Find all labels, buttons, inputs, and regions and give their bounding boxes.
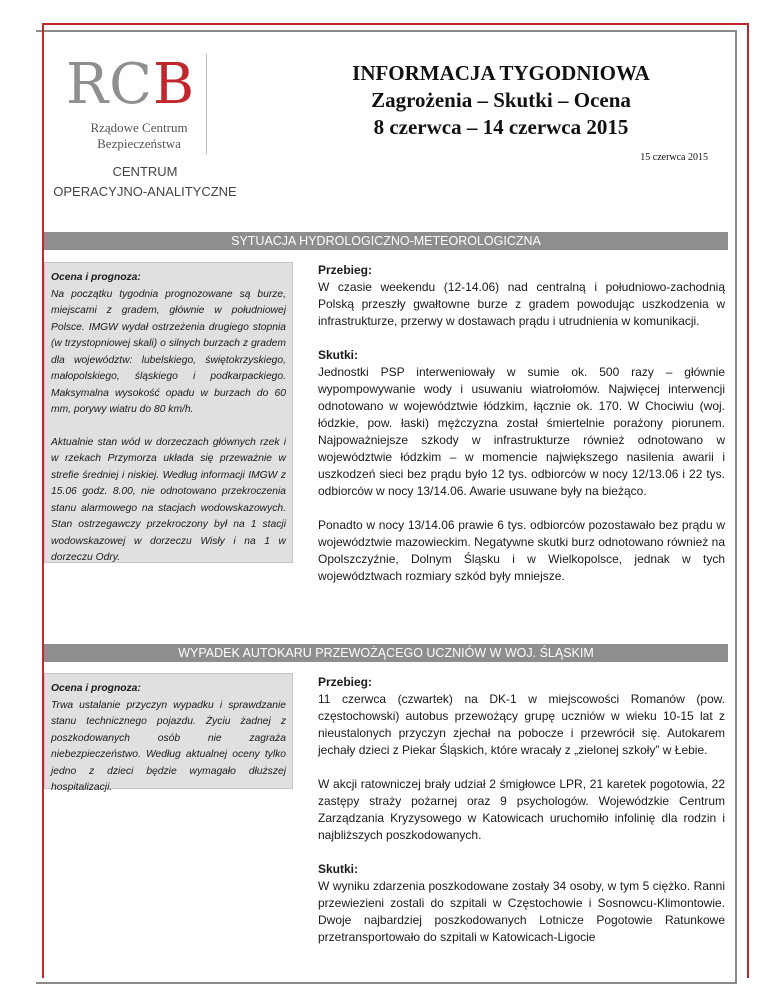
main-text-hydro: Przebieg: W czasie weekendu (12-14.06) nad centralną i południowo-zachodnią Polską przeszły gwałtowne burze z gradem powodując uszkodzenia w infrastrukturze, przerwy w dostawach prądu i utrudnienia w komunikacji. Skutki: Jednostki PSP interweniowały w sumie ok. 500 razy – głównie wypompowywanie wody i usuwaniu wiatrołomów. Najwięcej interwencji odnotowano w województwie łódzkim, łącznie ok. 170. W Chociwiu (woj. łódzkie, pow. łaski) mężczyzna został śmiertelnie porażony piorunem. Najpoważniejsze szkody w infrastrukturze również odnotowano w województwie łódzkim – w momencie największego nasilenia awarii i uszkodzeń sieci bez prądu było 12 tys. odbiorców w nocy 12/13.06 i 22 tys. odbiorców w nocy 13/14.06. Awarie usuwane były na bieżąco. Ponadto w nocy 13/14.06 prawie 6 tys. odbiorców pozostawało bez prądu w województwie mazowieckim. Negatywne skutki burz odnotowano również na Opolszczyźnie, Dolnym Śląsku i w Wielkopolsce, jednak w tych województwach rozmiary szkód były mniejsze. [318, 263, 725, 583]
rcb-logo [66, 54, 207, 154]
title-line-1: INFORMACJA TYGODNIOWA [352, 61, 650, 85]
logo-subtitle: Rządowe Centrum Bezpieczeństwa [90, 120, 188, 151]
department-name: CENTRUM OPERACYJNO-ANALITYCZNE [53, 164, 237, 199]
title-line-3: 8 czerwca – 14 czerwca 2015 [373, 115, 629, 139]
sidebar-assessment-hydro: Ocena i prognoza: Na początku tygodnia prognozowane są burze, miejscami z gradem, głównie w południowej Polsce. IMGW wydał ostrzeżenia drugiego stopnia (w trzystopniowej skali) o silnych burzach z gradem dla województw: lubelskiego, świętokrzyskiego, małopolskiego, śląskiego i podkarpackiego. Maksymalna wysokość opadu w burzach do 60 mm, porywy wiatru do 80 km/h. Aktualnie stan wód w dorzeczach głównych rzek i w rzekach Przymorza układa się przeważnie w strefie średniej i niskiej. Według informacji IMGW z 15.06 godz. 8.00, nie odnotowano przekroczenia stanu alarmowego na stacjach wodowskazowych. Stan ostrzegawczy przekroczony był na 1 stacji wodowskazowej w dorzeczu Wisły i na 1 w dorzeczu Odry. [44, 262, 293, 563]
document-title [276, 60, 726, 141]
title-line-2: Zagrożenia – Skutki – Ocena [371, 88, 631, 112]
logo-letters: RCB [66, 52, 196, 117]
sidebar-assessment-accident: Ocena i prognoza: Trwa ustalanie przyczyn wypadku i sprawdzanie stanu technicznego pojazdu. Życiu żadnej z poszkodowanych osób nie zagraża niebezpieczeństwo. Według aktualnej oceny tylko jedno z dzieci będzie wymagało dłuższej hospitalizacji. [44, 673, 293, 789]
section-banner-bus-accident: WYPADEK AUTOKARU PRZEWOŻĄCEGO UCZNIÓW W WOJ. ŚLĄSKIM [44, 644, 728, 662]
issue-date: 15 czerwca 2015 [640, 152, 708, 163]
section-banner-hydro: SYTUACJA HYDROLOGICZNO-METEOROLOGICZNA [44, 232, 728, 250]
main-text-accident: Przebieg: 11 czerwca (czwartek) na DK-1 w miejscowości Romanów (pow. częstochowski) autobus przewożący grupę uczniów w wieku 10-15 lat z nieustalonych przyczyn zjechał na pobocze i przewrócił się. Autokarem jechały dzieci z Piekar Śląskich, które wracały z „zielonej szkoły” w Łebie. W akcji ratowniczej brały udział 2 śmigłowce LPR, 21 karetek pogotowia, 22 zastępy straży pożarnej oraz 9 psychologów. Wojewódzkie Centrum Zarządzania Kryzysowego w Katowicach uruchomiło infolinię dla rodzin i najbliższych poszkodowanych. Skutki: W wyniku zdarzenia poszkodowane zostały 34 osoby, w tym 5 ciężko. Ranni przewiezieni zostali do szpitali w Częstochowie i Sosnowcu-Klimontowie. Dwoje najbardziej poszkodowanych Lotnicze Pogotowie Ratunkowe przetransportowało do szpitali w Katowicach-Ligocie [318, 675, 725, 944]
